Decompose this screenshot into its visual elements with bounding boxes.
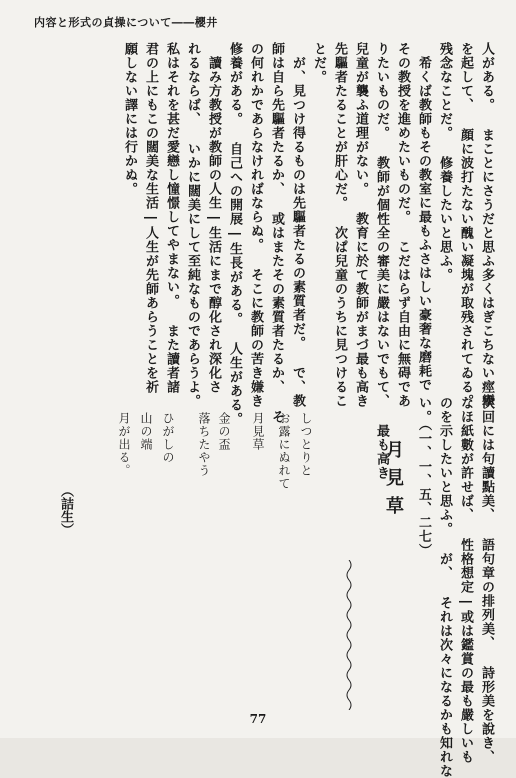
body-column: なほ紙數が許せば、 性格想定―或は鑑賞の最も嚴しいも <box>458 396 473 764</box>
poem-title: 月見草 <box>383 440 404 524</box>
body-column: 先驅者たることが肝心だ。 次ぱ兒童のうちに見つけるこ <box>332 42 347 408</box>
body-column: その教授を進めたいものだ。 こだはらず自由に無碍であ <box>395 42 410 408</box>
body-column: 讀み方教授が教師の人生―生活にまで醇化され深化さ <box>206 42 221 394</box>
poem-line: 落ちたやう <box>197 412 211 477</box>
body-column: 兒童が襲ふ道理がない。 教育に於て教師がまづ最も高き <box>353 42 368 408</box>
body-column: が、見つけ得るものは先驅者たるの素質者だ。 で、教 <box>290 42 305 408</box>
body-column: 私はそれを甚だ愛戀し憧憬してやまない。 また讀者諸 <box>164 42 179 394</box>
poem-line: しつとりと <box>299 412 313 477</box>
page-number: 77 <box>249 712 267 726</box>
body-column: を起して、 顔に波打たない醜い凝塊が取残されてゐる。 <box>458 42 473 408</box>
body-column: 願しない譯には行かぬ。 <box>122 42 137 196</box>
body-column: の何れかであらなければならぬ。 そこに教師の苦き嫌き <box>248 42 263 408</box>
body-column: 次回には句讀點美、 語句章の排列美、 詩形美を說き、 <box>479 396 494 764</box>
poem-line: お露にぬれて <box>277 412 291 490</box>
body-column: 師は自ら先驅者たるか、 或はまたその素質者たるか、 そ <box>269 42 284 424</box>
body-column: れるならば、 いかに闊美にして至純なものであらうよ。 <box>185 42 200 408</box>
running-header: 内容と形式の貞操について――櫻井 <box>34 16 218 29</box>
poem-line: 月が出る。 <box>117 412 131 477</box>
poem-line: 月見草 <box>251 412 265 451</box>
body-column: い。（一、一、五、二七） <box>416 396 431 558</box>
poem-line: 金の盃 <box>217 412 231 451</box>
poem-line: ひがしの <box>161 412 175 464</box>
body-column: 残念なことだ。 修養したいと思ふ。 <box>437 42 452 282</box>
body-column: のを示したいと思ふ。 が、 それは次々になるかも知れな <box>437 396 452 778</box>
body-column: 希くば教師もその教室に最もふさはしい豪奢な磨耗で <box>416 42 431 392</box>
author-signature: （詰生） <box>58 484 73 536</box>
poem-line: 山の端 <box>139 412 153 451</box>
body-column: 君の上にもこの闊美な生活―人生が先師あらうことを祈 <box>143 42 158 394</box>
body-column: とだ。 <box>311 42 326 84</box>
body-column: 修養がある。 自己への開展―生長がある。 人生がある。 <box>227 42 242 426</box>
body-column: りたいものだ。 教師が個性全の審美に嚴はないでもて、 最も高き <box>374 42 389 480</box>
body-column: 人がある。 まことにさうだと思ふ多くはぎこちない痙攣 <box>479 42 494 408</box>
wavy-rule <box>345 560 353 710</box>
